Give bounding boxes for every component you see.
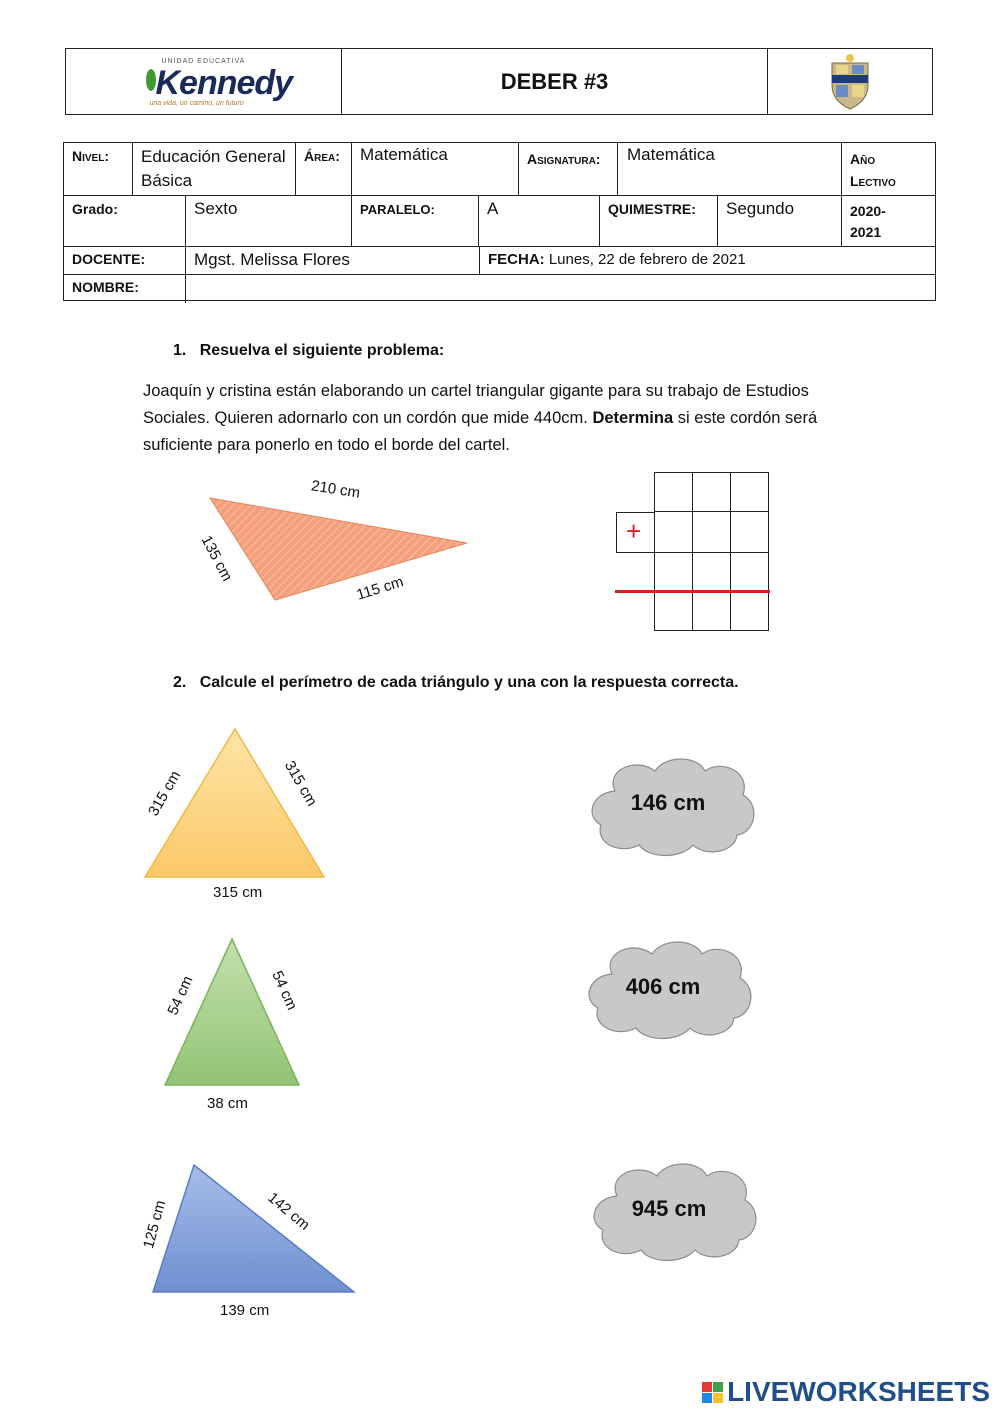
- answer-2[interactable]: 406 cm: [625, 974, 701, 999]
- paralelo-label: PARALELO:: [360, 202, 435, 217]
- triangle-green-base: 38 cm: [207, 1095, 248, 1112]
- triangle-blue-right: 142 cm: [264, 1189, 313, 1234]
- liveworksheets-text: LIVEWORKSHEETS: [727, 1376, 990, 1407]
- header-box: [65, 48, 933, 115]
- ano-label: Año Lectivo: [850, 151, 896, 189]
- q1-side-left: 135 cm: [197, 532, 236, 585]
- answer-3[interactable]: 945 cm: [631, 1196, 707, 1221]
- quimestre-value: Segundo: [726, 199, 795, 218]
- triangle-blue-base: 139 cm: [220, 1302, 270, 1319]
- info-table: [63, 142, 936, 301]
- liveworksheets-logo[interactable]: [702, 1376, 990, 1408]
- addition-grid: [654, 472, 769, 631]
- docente-label: DOCENTE:: [72, 251, 146, 267]
- triangle-yellow-base: 315 cm: [213, 884, 263, 901]
- docente-value: Mgst. Melissa Flores: [194, 250, 350, 269]
- crest-cell: [768, 49, 932, 114]
- info-row-4: [64, 275, 935, 300]
- sum-line: [615, 590, 770, 593]
- triangle-blue: [148, 1160, 360, 1298]
- triangle-yellow-right: 315 cm: [280, 757, 321, 810]
- q1-text: Joaquín y cristina están elaborando un cartel triangular gigante para su trabajo de Estudios Sociales. Quieren adornarlo con un cordón que mide 440cm. Determina si este cordón será suficiente para ponerlo en todo el borde del cartel.: [143, 382, 818, 454]
- nombre-label: NOMBRE:: [72, 279, 139, 295]
- liveworksheets-icon: [702, 1382, 723, 1403]
- info-row-3: [64, 247, 935, 275]
- nombre-field[interactable]: [194, 278, 914, 298]
- q1-side-bottom: 115 cm: [354, 573, 406, 604]
- answer-1[interactable]: 146 cm: [630, 790, 706, 815]
- q1-title: 1. Resuelva el siguiente problema:: [173, 342, 445, 359]
- triangle-green-left: 54 cm: [164, 973, 197, 1018]
- q2-title: 2. Calcule el perímetro de cada triángulo y una con la respuesta correcta.: [173, 674, 739, 691]
- triangle-blue-left: 125 cm: [140, 1198, 170, 1251]
- crest-icon: [828, 53, 872, 111]
- info-row-2: [64, 196, 935, 247]
- triangle-green-right: 54 cm: [268, 968, 301, 1013]
- nivel-value: Educación General Básica: [141, 147, 286, 190]
- plus-sign: +: [626, 516, 642, 546]
- q1-side-top: 210 cm: [309, 477, 362, 502]
- info-row-1: [64, 143, 935, 196]
- nivel-label: Nivel:: [72, 148, 109, 164]
- asignatura-label: Asignatura:: [527, 151, 601, 167]
- grado-label: Grado:: [72, 201, 118, 217]
- grado-value: Sexto: [194, 199, 238, 218]
- paralelo-value: A: [487, 199, 499, 218]
- asignatura-value: Matemática: [627, 145, 715, 164]
- ano-value: 2020-2021: [850, 203, 886, 240]
- school-name: Kennedy: [155, 63, 293, 102]
- school-logo: [144, 52, 293, 112]
- area-value: Matemática: [360, 145, 448, 164]
- page-title: DEBER #3: [342, 49, 768, 114]
- school-tagline: una vida, un camino, un futuro: [149, 99, 244, 107]
- school-logo-top: UNIDAD EDUCATIVA: [161, 57, 246, 65]
- area-label: Área:: [304, 148, 340, 164]
- quimestre-label: QUIMESTRE:: [608, 201, 696, 217]
- fecha: FECHA: Lunes, 22 de febrero de 2021: [488, 251, 746, 268]
- school-logo-cell: [66, 49, 342, 114]
- triangle-yellow-left: 315 cm: [144, 767, 185, 820]
